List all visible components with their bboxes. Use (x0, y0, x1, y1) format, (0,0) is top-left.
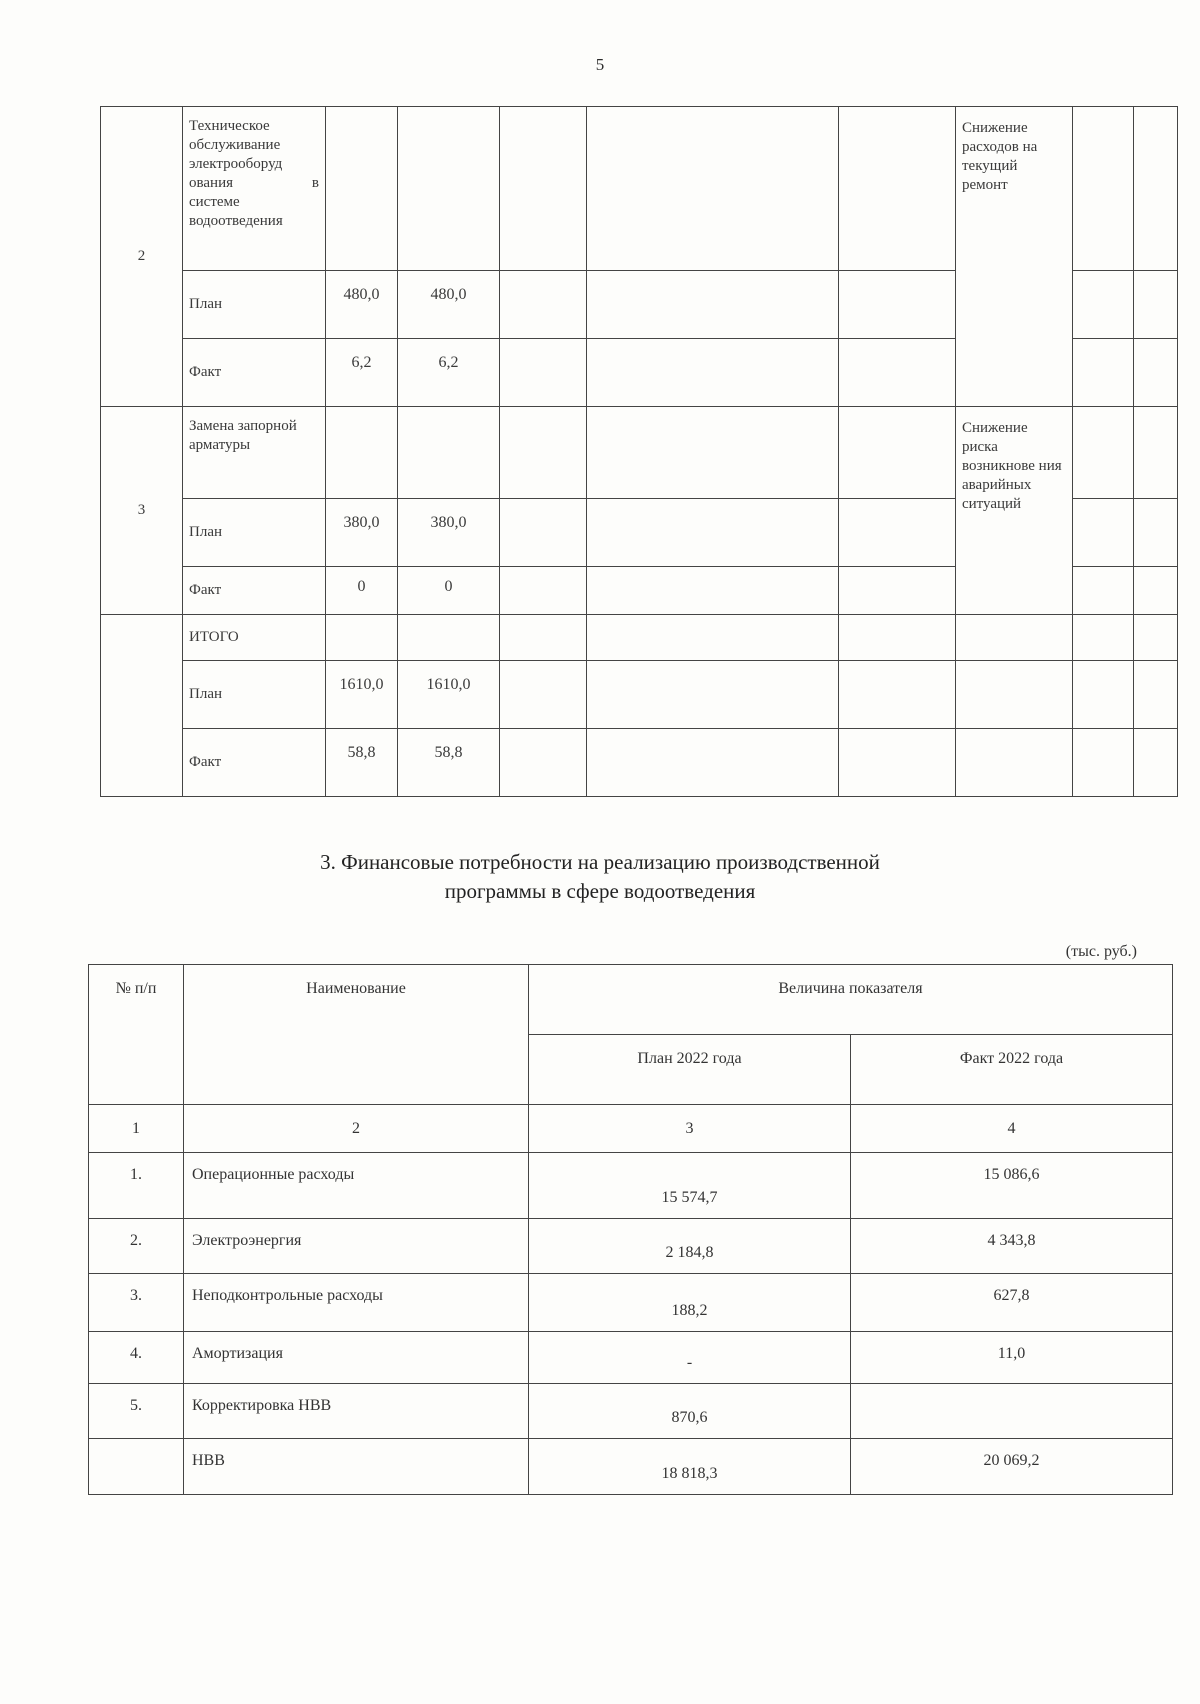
section-heading (0, 848, 1200, 906)
row-name: Операционные расходы (184, 1153, 529, 1219)
row-number: 2. (89, 1219, 184, 1274)
table-row (89, 1384, 1173, 1439)
total-fact-value-2: 58,8 (398, 729, 500, 797)
row-name: Корректировка НВВ (184, 1384, 529, 1439)
plan-value-1: 380,0 (326, 499, 398, 567)
index-cell: 3 (529, 1105, 851, 1153)
plan-label: План (183, 271, 326, 339)
plan-label: План (183, 499, 326, 567)
total-fact-value-1: 58,8 (326, 729, 398, 797)
row-number: 4. (89, 1332, 184, 1384)
table-row (89, 1153, 1173, 1219)
activity-name: Замена запорной арматуры (183, 407, 326, 499)
plan-value-1: 480,0 (326, 271, 398, 339)
row-fact: 4 343,8 (851, 1219, 1173, 1274)
table-row-number: 2 (101, 107, 183, 407)
row-fact: 15 086,6 (851, 1153, 1173, 1219)
row-name: Амортизация (184, 1332, 529, 1384)
header-plan: План 2022 года (529, 1035, 851, 1105)
financial-needs-table (88, 964, 1173, 1495)
fact-value-1: 6,2 (326, 339, 398, 407)
section-heading-line-1: 3. Финансовые потребности на реализацию производственной (320, 850, 880, 874)
fact-label: Факт (183, 567, 326, 615)
section-heading-line-2: программы в сфере водоотведения (444, 879, 756, 903)
activity-effect: Снижение расходов на текущий ремонт (956, 107, 1073, 407)
index-cell: 1 (89, 1105, 184, 1153)
row-fact: 20 069,2 (851, 1439, 1173, 1495)
row-number (89, 1439, 184, 1495)
row-plan: 870,6 (529, 1384, 851, 1439)
header-value: Величина показателя (529, 965, 1173, 1035)
header-num: № п/п (89, 965, 184, 1105)
row-number: 3. (89, 1274, 184, 1332)
fact-value-1: 0 (326, 567, 398, 615)
row-plan: 2 184,8 (529, 1219, 851, 1274)
program-continuation-table (100, 106, 1178, 797)
row-number: 1. (89, 1153, 184, 1219)
fact-value-2: 6,2 (398, 339, 500, 407)
row-name: НВВ (184, 1439, 529, 1495)
total-plan-value-1: 1610,0 (326, 661, 398, 729)
row-name: Электроэнергия (184, 1219, 529, 1274)
total-plan-value-2: 1610,0 (398, 661, 500, 729)
row-number: 5. (89, 1384, 184, 1439)
total-label: ИТОГО (183, 615, 326, 661)
table-row-number: 3 (101, 407, 183, 615)
table-row (89, 1439, 1173, 1495)
row-fact: 627,8 (851, 1274, 1173, 1332)
fact-label: Факт (183, 339, 326, 407)
table-row (89, 1274, 1173, 1332)
row-fact (851, 1384, 1173, 1439)
row-plan: 188,2 (529, 1274, 851, 1332)
plan-label: План (183, 661, 326, 729)
row-fact: 11,0 (851, 1332, 1173, 1384)
fact-label: Факт (183, 729, 326, 797)
activity-effect: Снижение риска возникнове ния аварийных ситуаций (956, 407, 1073, 615)
fact-value-2: 0 (398, 567, 500, 615)
plan-value-2: 380,0 (398, 499, 500, 567)
plan-value-2: 480,0 (398, 271, 500, 339)
row-plan: 15 574,7 (529, 1153, 851, 1219)
units-note: (тыс. руб.) (1065, 943, 1137, 960)
activity-name: Техническое обслуживание электрооборуд ования в системе водоотведения (183, 107, 326, 271)
index-cell: 4 (851, 1105, 1173, 1153)
header-name: Наименование (184, 965, 529, 1105)
table-row (89, 1219, 1173, 1274)
row-name: Неподконтрольные расходы (184, 1274, 529, 1332)
header-fact: Факт 2022 года (851, 1035, 1173, 1105)
row-plan: - (529, 1332, 851, 1384)
row-plan: 18 818,3 (529, 1439, 851, 1495)
page-number: 5 (595, 55, 605, 74)
index-cell: 2 (184, 1105, 529, 1153)
table-row (89, 1332, 1173, 1384)
